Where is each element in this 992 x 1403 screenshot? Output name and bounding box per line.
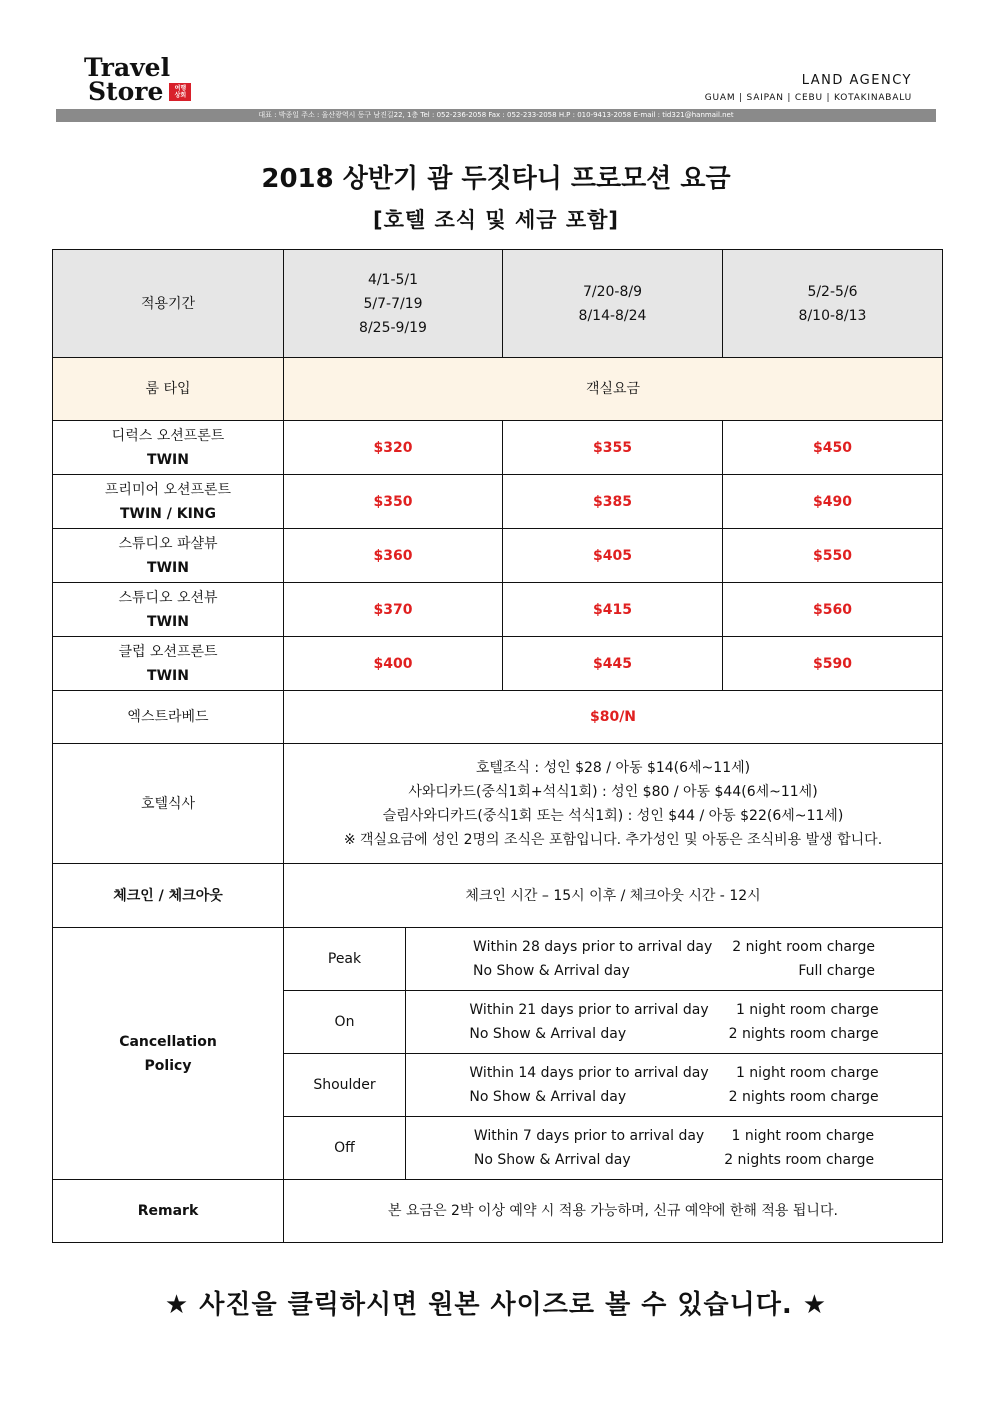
room-type-row <box>53 358 943 421</box>
term-charge: 2 night room charge <box>732 939 875 955</box>
page-subtitle: [호텔 조식 및 세금 포함] <box>372 208 619 232</box>
term-text: Within 14 days prior to arrival day <box>469 1065 709 1081</box>
meals-label: 호텔식사 <box>53 744 284 864</box>
period-row <box>53 250 943 358</box>
remark-row <box>53 1180 943 1243</box>
checkin-label: 체크인 / 체크아웃 <box>53 864 284 928</box>
stamp-top: 여행 <box>174 85 187 92</box>
checkin-row <box>53 864 943 928</box>
room-name: 프리미어 오션프론트 <box>104 481 232 498</box>
price-cell: $355 <box>503 421 723 475</box>
period-1-line-1: 4/1-5/1 <box>367 271 419 288</box>
room-name: 클럽 오션프론트 <box>118 643 218 660</box>
contact-info-bar: 대표 : 박종일 주소 : 울산광역시 동구 남진길22, 1층 Tel : 052-236-2058 Fax : 052-233-2058 H.P : 010-9413-2058 E-mail : tid321@hanmail.net <box>56 109 936 122</box>
period-3 <box>723 250 943 358</box>
extra-bed-label: 엑스트라베드 <box>53 691 284 744</box>
term-charge: 1 night room charge <box>731 1128 875 1144</box>
rate-table <box>52 249 943 1243</box>
term-charge: 1 night room charge <box>735 1065 879 1081</box>
period-1-line-3: 8/25-9/19 <box>359 319 427 336</box>
agency-title: LAND AGENCY <box>801 73 912 88</box>
term-text: Within 21 days prior to arrival day <box>469 1002 709 1018</box>
checkin-text: 체크인 시간 – 15시 이후 / 체크아웃 시간 - 12시 <box>284 864 943 928</box>
meals-row <box>53 744 943 864</box>
price-cell: $400 <box>284 637 503 691</box>
season-label: Off <box>284 1117 406 1180</box>
room-name-cell <box>53 421 284 475</box>
cancellation-label <box>53 928 284 1180</box>
term-text: No Show & Arrival day <box>473 963 630 979</box>
agency-destinations: GUAM | SAIPAN | CEBU | KOTAKINABALU <box>704 93 912 103</box>
price-cell: $560 <box>723 583 943 637</box>
meals-line: 사와디카드(중식1회+석식1회) : 성인 $80 / 아동 $44(6세~11세) <box>408 783 818 800</box>
room-bed: TWIN <box>147 559 189 576</box>
room-name-cell <box>53 475 284 529</box>
extra-bed-price: $80/N <box>284 691 943 744</box>
price-cell: $445 <box>503 637 723 691</box>
room-name-cell <box>53 583 284 637</box>
room-name: 디럭스 오션프론트 <box>111 427 225 444</box>
stamp-bottom: 상회 <box>174 92 187 99</box>
price-cell: $490 <box>723 475 943 529</box>
cancellation-row <box>53 928 943 991</box>
term-charge: 2 nights room charge <box>724 1152 875 1168</box>
term-charge: 2 nights room charge <box>728 1026 879 1042</box>
cancellation-label-line-1: Cancellation <box>119 1033 217 1050</box>
term-charge: Full charge <box>798 963 875 979</box>
price-cell: $590 <box>723 637 943 691</box>
room-name-cell <box>53 529 284 583</box>
room-rate-label: 객실요금 <box>284 358 943 421</box>
season-label: Peak <box>284 928 406 991</box>
period-1-line-2: 5/7-7/19 <box>363 295 423 312</box>
season-label: On <box>284 991 406 1054</box>
logo-line-2: Store <box>88 77 164 106</box>
price-cell: $320 <box>284 421 503 475</box>
period-2-line-2: 8/14-8/24 <box>578 307 647 324</box>
price-cell: $370 <box>284 583 503 637</box>
cancellation-terms <box>406 991 943 1054</box>
term-text: No Show & Arrival day <box>473 1152 631 1168</box>
term-text: Within 28 days prior to arrival day <box>473 939 713 955</box>
cancellation-terms <box>406 928 943 991</box>
period-2 <box>503 250 723 358</box>
price-cell: $415 <box>503 583 723 637</box>
period-2-line-1: 7/20-8/9 <box>582 283 643 300</box>
room-row <box>53 637 943 691</box>
room-type-label: 룸 타입 <box>53 358 284 421</box>
agency-block <box>705 73 912 103</box>
room-name-cell <box>53 637 284 691</box>
remark-label: Remark <box>53 1180 284 1243</box>
cancellation-label-line-2: Policy <box>144 1057 192 1074</box>
room-row <box>53 583 943 637</box>
travel-store-logo <box>84 53 191 106</box>
season-label: Shoulder <box>284 1054 406 1117</box>
extra-bed-row <box>53 691 943 744</box>
room-bed: TWIN <box>147 451 189 468</box>
room-bed: TWIN <box>147 667 189 684</box>
price-cell: $550 <box>723 529 943 583</box>
period-label: 적용기간 <box>53 250 284 358</box>
cancellation-terms <box>406 1117 943 1180</box>
room-row <box>53 421 943 475</box>
room-row <box>53 529 943 583</box>
remark-text: 본 요금은 2박 이상 예약 시 적용 가능하며, 신규 예약에 한해 적용 됩니다. <box>284 1180 943 1243</box>
meals-line: 호텔조식 : 성인 $28 / 아동 $14(6세~11세) <box>475 759 751 776</box>
footer-note: ★ 사진을 클릭하시면 원본 사이즈로 볼 수 있습니다. ★ <box>164 1290 828 1320</box>
period-3-line-1: 5/2-5/6 <box>807 283 858 300</box>
term-charge: 1 night room charge <box>735 1002 879 1018</box>
page-title: 2018 상반기 괌 두짓타니 프로모션 요금 <box>261 164 731 194</box>
term-text: No Show & Arrival day <box>469 1089 627 1105</box>
room-row <box>53 475 943 529</box>
logo-line-1: Travel <box>84 53 171 82</box>
logo-stamp <box>169 83 191 101</box>
room-name: 스튜디오 파샬뷰 <box>118 535 218 552</box>
term-charge: 2 nights room charge <box>728 1089 879 1105</box>
price-cell: $385 <box>503 475 723 529</box>
room-bed: TWIN / KING <box>119 505 217 522</box>
period-3-line-2: 8/10-8/13 <box>798 307 867 324</box>
meals-line: 슬림사와디카드(중식1회 또는 석식1회) : 성인 $44 / 아동 $22(6세~11세) <box>382 807 844 824</box>
price-cell: $360 <box>284 529 503 583</box>
cancellation-terms <box>406 1054 943 1117</box>
meals-info <box>284 744 943 864</box>
term-text: Within 7 days prior to arrival day <box>473 1128 705 1144</box>
price-cell: $350 <box>284 475 503 529</box>
room-name: 스튜디오 오션뷰 <box>118 589 218 606</box>
room-bed: TWIN <box>147 613 189 630</box>
term-text: No Show & Arrival day <box>469 1026 627 1042</box>
meals-note: ※ 객실요금에 성인 2명의 조식은 포함입니다. 추가성인 및 아동은 조식비용 발생 합니다. <box>343 831 883 848</box>
price-cell: $405 <box>503 529 723 583</box>
price-cell: $450 <box>723 421 943 475</box>
period-1 <box>284 250 503 358</box>
